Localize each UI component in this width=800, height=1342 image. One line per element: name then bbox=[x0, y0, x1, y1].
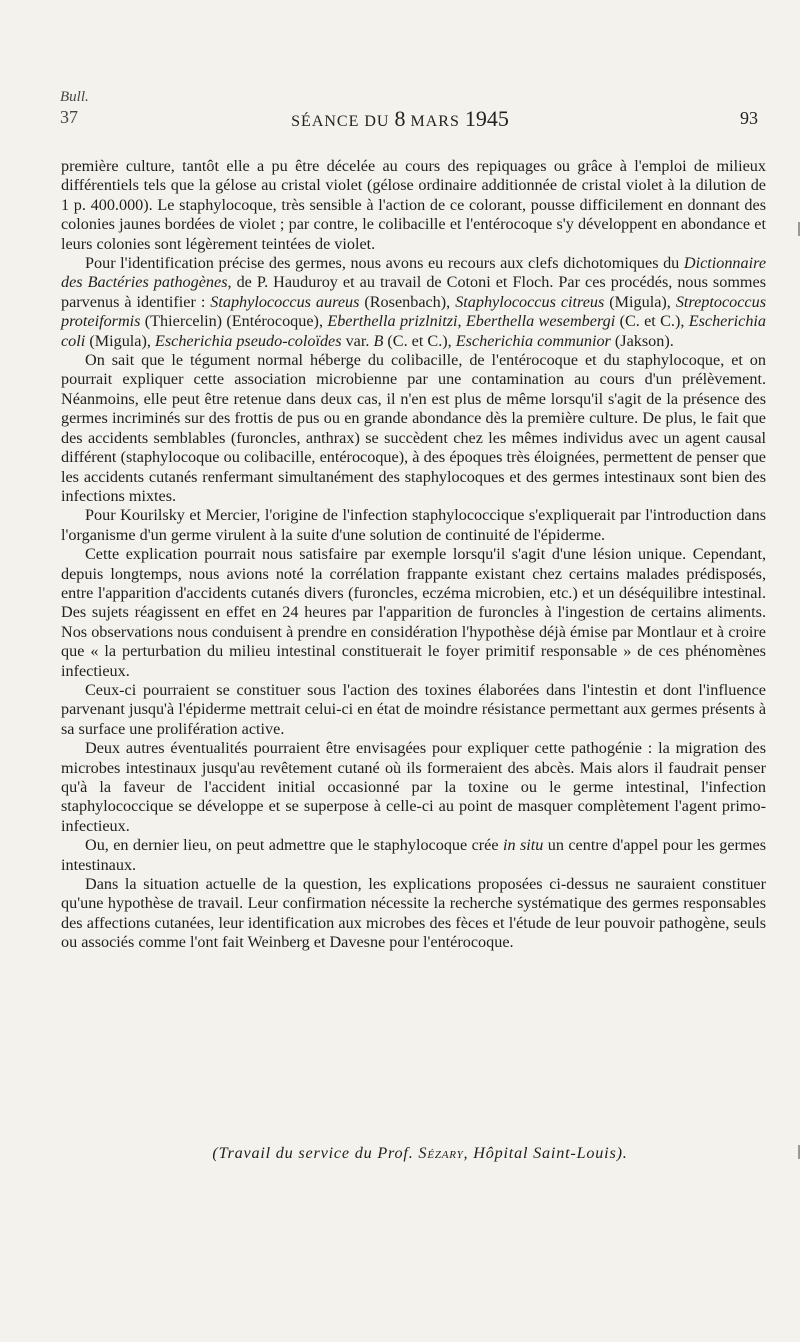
variety-letter: B bbox=[373, 331, 384, 350]
paragraph-7: Deux autres éventualités pourraient être envisagées pour expliquer cette pathogénie : la migration des microbes intestinaux jusqu'au revêtement cutané où ils formeraient des abcès. Mais alors il faudrait penser qu'à la faveur de l'accident initial occasionné par la toxine ou le germe intestinal, l'infection staphylococcique se développe et se superpose à celle-ci au point de masquer complètement l'agent primo-infectieux. bbox=[61, 739, 766, 835]
p8-text-b: un centre d'appel pour les germes intestinaux. bbox=[61, 836, 767, 874]
p2-text-h: (Migula), bbox=[85, 331, 155, 350]
species-name: Streptococcus proteiformis bbox=[61, 292, 767, 331]
header-month: MARS bbox=[405, 113, 465, 130]
p2-text-f: , bbox=[457, 312, 466, 331]
paragraph-4: Pour Kourilsky et Mercier, l'origine de l'infection staphylococcique s'expliquerait par l'introduction dans l'organisme d'un germe virulent à la suite d'une solution de continuité de l'épiderme. bbox=[61, 506, 766, 544]
species-name: Eberthella wesembergi bbox=[465, 312, 616, 331]
running-header bbox=[0, 106, 800, 132]
paragraph-5: Cette explication pourrait nous satisfaire par exemple lorsqu'il s'agit d'une lésion unique. Cependant, depuis longtemps, nous avions noté la corrélation frappante existant chez certains malades prédisposés, entre l'apparition d'accidents cutanés divers (furoncles, eczéma microbien, etc.) et un déséquilibre intestinal. Des sujets réagissent en effet en 24 heures par l'apparition de furoncles à l'ingestion de certains aliments. Nos observations nous conduisent à prendre en considération l'hypothèse déjà émise par Montlaur et à croire que « la perturbation du milieu intestinal constituerait le foyer primitif responsable » de ces phénomènes infectieux. bbox=[61, 545, 766, 680]
p8-text-a: Ou, en dernier lieu, on peut admettre que le staphylocoque crée bbox=[85, 836, 503, 855]
page-number: 93 bbox=[740, 108, 758, 128]
p2-text-b: , de P. Hauduroy et au travail de Cotoni et Floch. Par ces procédés, nous sommes parvenus à identifier : bbox=[61, 273, 766, 311]
species-name: Escherichia communior bbox=[455, 331, 611, 350]
p2-text-j: (C. et C.), bbox=[383, 331, 456, 350]
body-text bbox=[61, 157, 766, 953]
in-situ-term: in situ bbox=[502, 836, 544, 855]
species-name: Escherichia pseudo-coloïdes bbox=[154, 331, 342, 350]
species-name: Eberthella prizlnitzi bbox=[327, 312, 458, 331]
header-day: 8 bbox=[394, 106, 406, 131]
paragraph-1: première culture, tantôt elle a pu être décelée au cours des repiquages ou grâce à l'emploi de milieux différentiels tels que la gélose au cristal violet (gélose ordinaire additionnée de cristal violet à la dilution de 1 p. 400.000). Le staphylocoque, très sensible à l'action de ce colorant, pousse difficilement en donnant des colonies jaunes bordées de violet ; par contre, le colibacille et l'entérocoque s'y développent en abondance et leurs colonies sont légèrement teintées de violet. bbox=[61, 157, 766, 253]
margin-volume-number: 37 bbox=[60, 107, 78, 127]
paragraph-2 bbox=[61, 254, 766, 351]
header-prefix: SÉANCE DU bbox=[291, 113, 395, 130]
species-name: Escherichia coli bbox=[61, 312, 767, 350]
header-year: 1945 bbox=[464, 106, 509, 131]
p2-text-k: (Jakson). bbox=[610, 331, 674, 350]
p2-text-a: Pour l'identification précise des germes, nous avons eu recours aux clefs dichotomiques du bbox=[85, 254, 684, 273]
p2-text-c: (Rosenbach), bbox=[359, 292, 456, 311]
paragraph-9: Dans la situation actuelle de la question, les explications proposées ci-dessus ne sauraient constituer qu'une hypothèse de travail. Leur confirmation nécessite la recherche systématique des germes responsables des affections cutanées, leur identification aux microbes des fèces et l'étude de leur pouvoir pathogène, seuls ou associés comme l'ont fait Weinberg et Davesne pour l'entérocoque. bbox=[61, 875, 766, 952]
credit-professor-name: Sézary bbox=[418, 1144, 464, 1162]
dictionary-title: Dictionnaire des Bactéries pathogènes bbox=[61, 254, 766, 292]
p2-text-g: (C. et C.), bbox=[615, 312, 689, 331]
work-credit bbox=[0, 1144, 800, 1163]
paragraph-3: On sait que le tégument normal héberge du colibacille, de l'entérocoque et du staphylocoque, et on pourrait expliquer cette association microbienne par une contamination au cours d'un prélèvement. Néanmoins, elle peut être retenue dans deux cas, il n'en est plus de même lorsqu'il s'agit de la présence des germes incriminés sur des frottis de pus ou en grande abondance dès la première culture. De plus, le fait que des accidents semblables (furoncles, anthrax) se succèdent chez les mêmes individus avec un agent causal différent (staphylocoque ou colibacille, entérocoque), à des époques très éloignées, permettent de penser que les accidents cutanés renfermant simultanément des staphylocoques et des germes intestinaux sont bien des infections mixtes. bbox=[61, 351, 766, 505]
paragraph-6: Ceux-ci pourraient se constituer sous l'action des toxines élaborées dans l'intestin et dont l'influence parvenant jusqu'à l'épiderme mettrait celui-ci en état de moindre résistance permettant aux germes présents à sa surface une prolifération active. bbox=[61, 680, 766, 738]
p2-text-e: (Thiercelin) (Entérocoque), bbox=[140, 312, 328, 331]
species-name: Staphylococcus aureus bbox=[210, 292, 360, 311]
species-name: Staphylococcus citreus bbox=[455, 292, 605, 311]
p2-text-i: var. bbox=[341, 331, 374, 350]
paragraph-8 bbox=[61, 836, 766, 875]
credit-text-b: , Hôpital Saint-Louis). bbox=[463, 1144, 628, 1162]
p2-text-d: (Migula), bbox=[604, 292, 676, 311]
margin-abbreviation: Bull. bbox=[60, 89, 89, 105]
credit-text-a: (Travail du service du Prof. bbox=[212, 1144, 419, 1162]
